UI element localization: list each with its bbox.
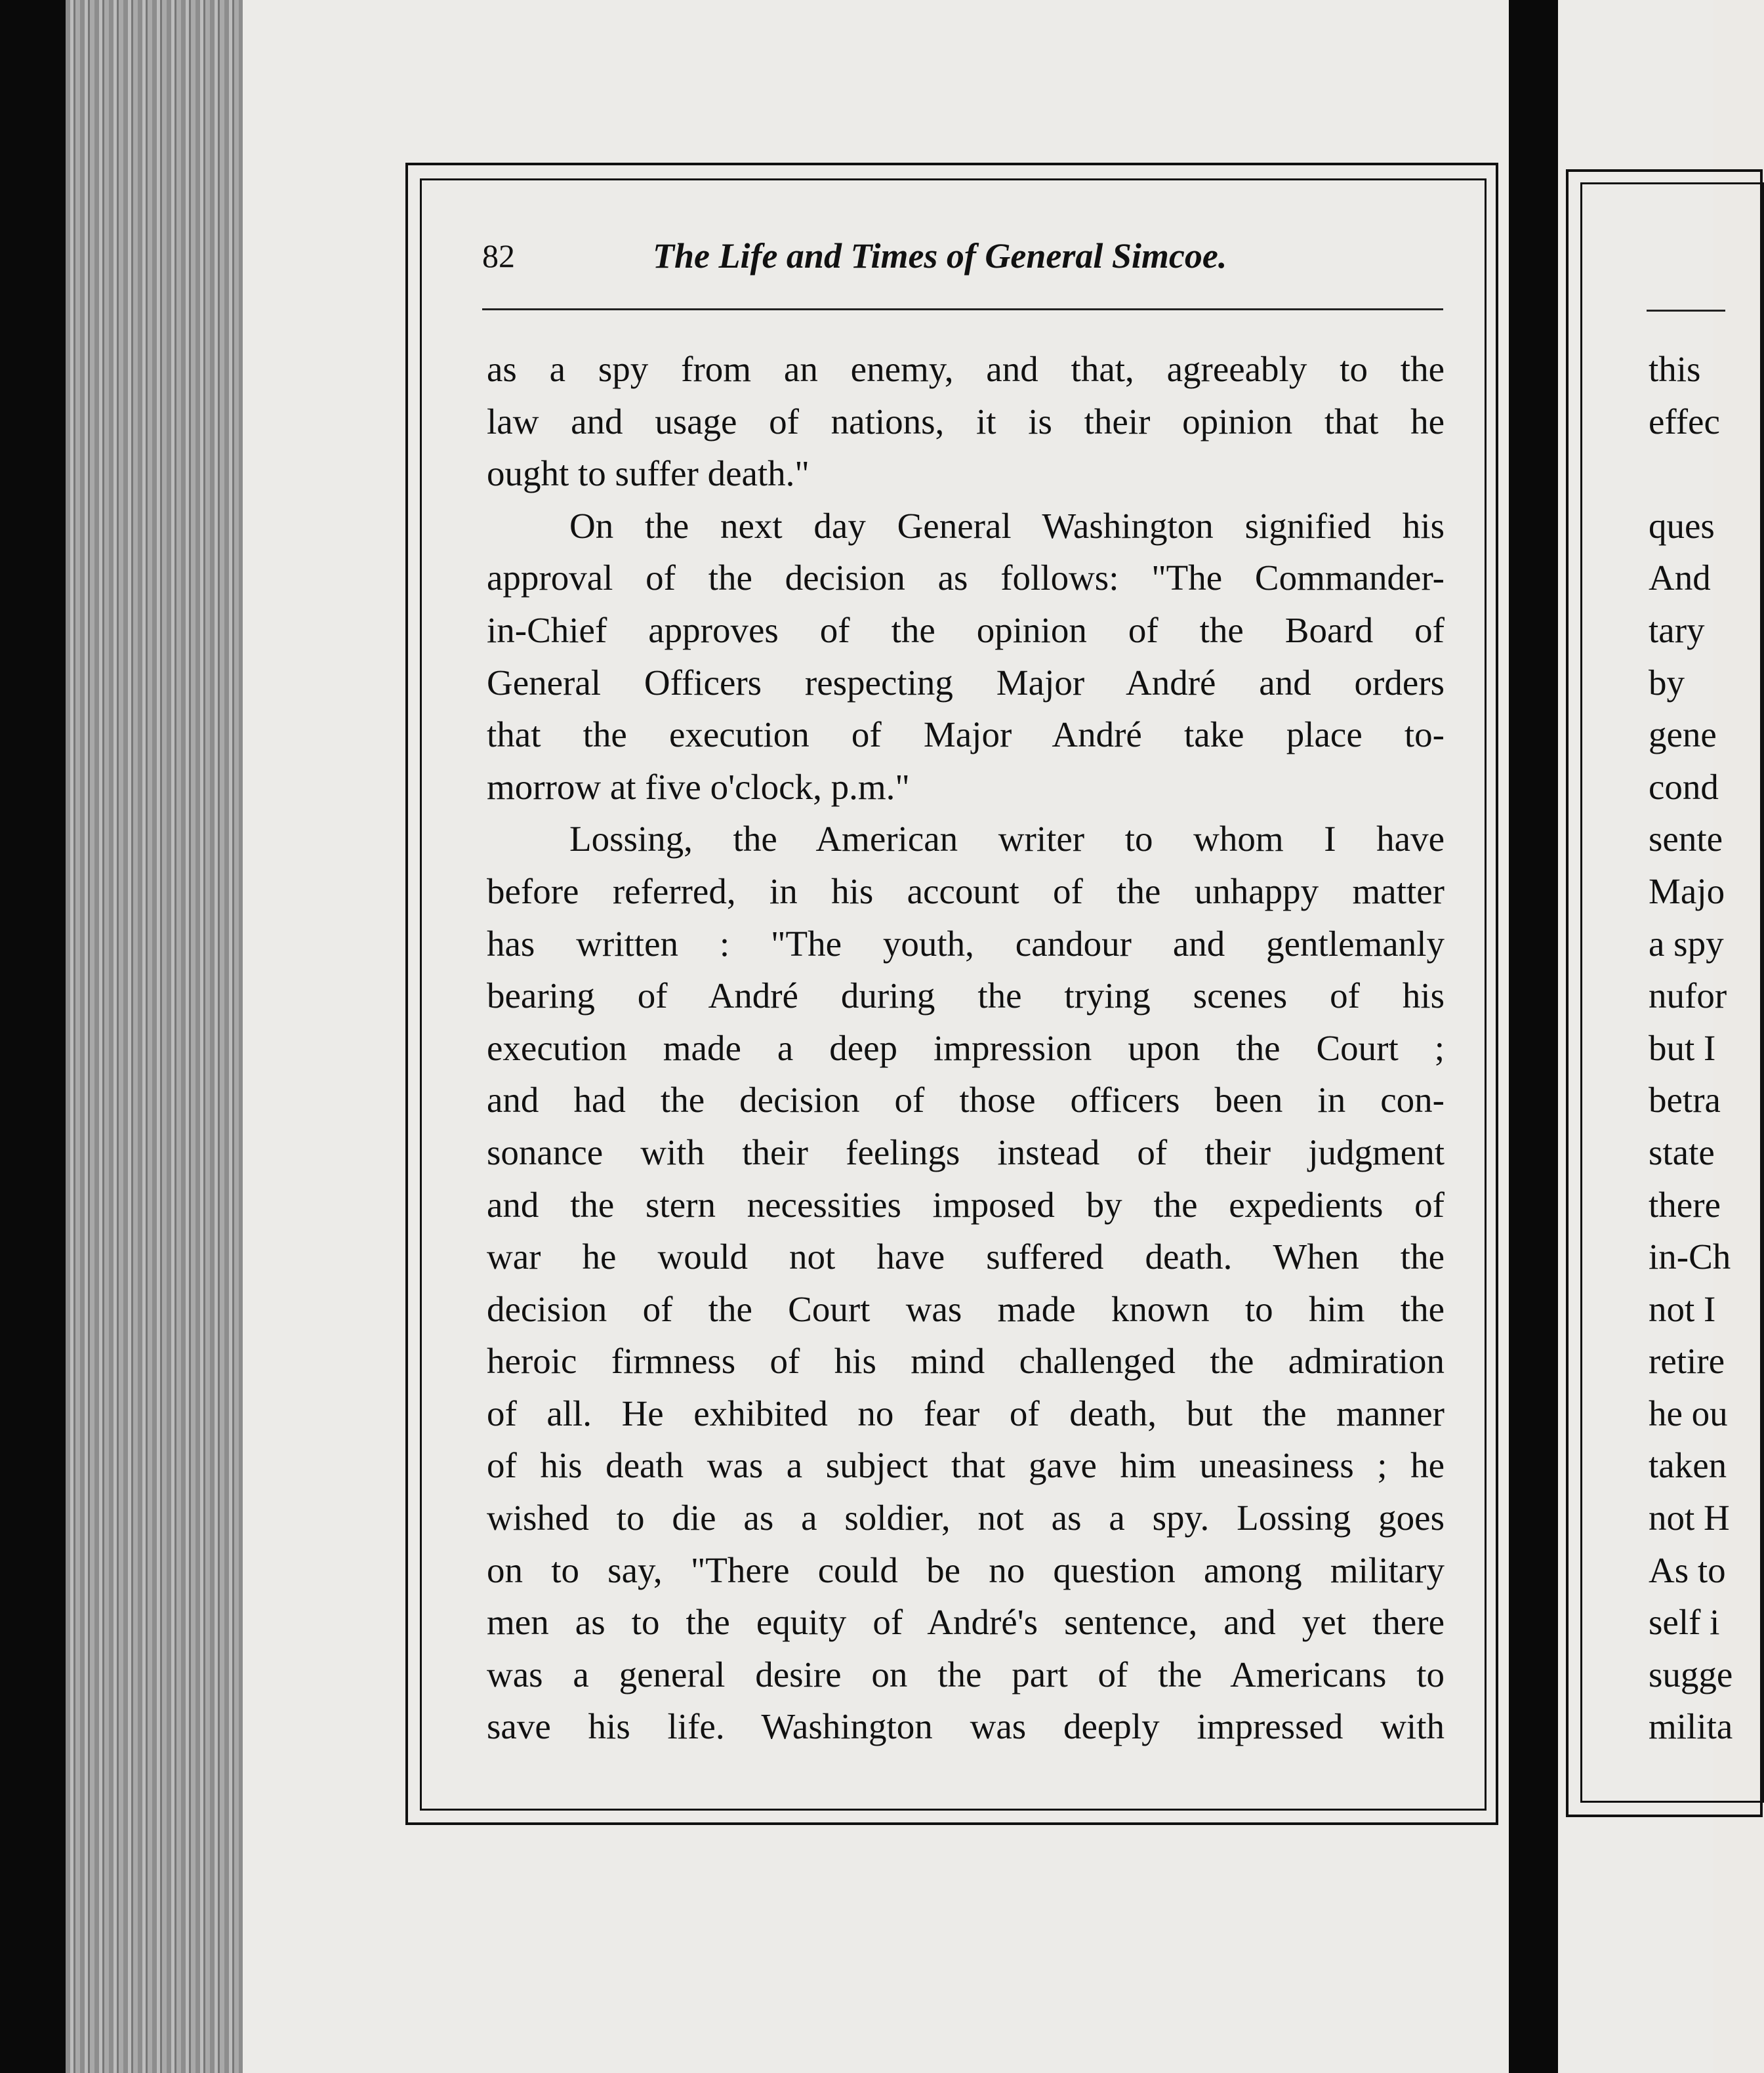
text-line: on to say, "There could be no question among military	[487, 1550, 1445, 1590]
body-text	[487, 343, 1445, 1753]
text-line: save his life. Washington was deeply impressed with	[487, 1706, 1445, 1747]
text-line: milita	[1649, 1706, 1733, 1747]
text-line: effec	[1649, 401, 1720, 441]
text-line: ques	[1649, 505, 1715, 546]
text-line: by	[1649, 662, 1685, 703]
right-header-rule	[1647, 310, 1725, 312]
text-line: but I	[1649, 1027, 1716, 1068]
text-line: gene	[1649, 714, 1717, 755]
text-line: before referred, in his account of the unhappy matter	[487, 871, 1445, 911]
text-line: retire	[1649, 1341, 1725, 1382]
scan-background-left	[0, 0, 66, 2073]
text-line: Lossing, the American writer to whom I have	[569, 819, 1445, 859]
text-line: and had the decision of those officers been in con-	[487, 1080, 1445, 1120]
page-header	[482, 226, 1453, 285]
text-line: of all. He exhibited no fear of death, but the manner	[487, 1393, 1445, 1433]
right-page-text	[1649, 343, 1733, 1753]
text-line: taken	[1649, 1445, 1727, 1486]
text-line: sonance with their feelings instead of their judgment	[487, 1132, 1445, 1172]
text-line: execution made a deep impression upon the Court ;	[487, 1027, 1445, 1068]
text-line: morrow at five o'clock, p.m."	[487, 766, 910, 807]
text-line: law and usage of nations, it is their opinion that he	[487, 401, 1445, 441]
text-line: On the next day General Washington signified his	[569, 505, 1445, 546]
text-line: cond	[1649, 766, 1719, 807]
text-line: war he would not have suffered death. When the	[487, 1237, 1445, 1277]
text-line: not I	[1649, 1288, 1716, 1329]
text-line: heroic firmness of his mind challenged the admiration	[487, 1341, 1445, 1382]
text-line: as a spy from an enemy, and that, agreeably to the	[487, 349, 1445, 389]
text-line: self i	[1649, 1602, 1720, 1643]
text-line: Majo	[1649, 871, 1725, 911]
header-rule	[482, 308, 1443, 310]
page-number: 82	[482, 237, 515, 274]
text-line: this	[1649, 349, 1701, 389]
text-line: in-Chief approves of the opinion of the Board of	[487, 609, 1445, 650]
text-line: nufor	[1649, 975, 1727, 1016]
text-line: decision of the Court was made known to him the	[487, 1288, 1445, 1329]
text-line: was a general desire on the part of the Americans to	[487, 1654, 1445, 1694]
text-line: has written : "The youth, candour and gentlemanly	[487, 923, 1445, 964]
running-title: The Life and Times of General Simcoe.	[653, 236, 1227, 276]
text-line: in-Ch	[1649, 1237, 1731, 1277]
text-line: And	[1649, 558, 1711, 598]
text-line: sente	[1649, 819, 1723, 859]
text-line: a spy	[1649, 923, 1724, 964]
text-line: bearing of André during the trying scenes of his	[487, 975, 1445, 1016]
text-line: of his death was a subject that gave him uneasiness ; he	[487, 1445, 1445, 1486]
text-line: ought to suffer death."	[487, 453, 810, 494]
text-line: General Officers respecting Major André and orders	[487, 662, 1445, 703]
text-line: wished to die as a soldier, not as a spy. Lossing goes	[487, 1498, 1445, 1538]
text-line: he ou	[1649, 1393, 1728, 1433]
right-page-fragment	[1558, 0, 1733, 2073]
text-line: As to	[1649, 1550, 1726, 1590]
text-line: men as to the equity of André's sentence, and yet there	[487, 1602, 1445, 1643]
text-line: betra	[1649, 1080, 1721, 1120]
text-line: tary	[1649, 609, 1705, 650]
gutter-shadow	[1509, 0, 1558, 2073]
text-line	[1649, 447, 1733, 500]
text-line: approval of the decision as follows: "The Commander-	[487, 558, 1445, 598]
text-line: not H	[1649, 1498, 1730, 1538]
text-line: that the execution of Major André take place to-	[487, 714, 1445, 755]
text-line: state	[1649, 1132, 1715, 1172]
text-line: sugge	[1649, 1654, 1733, 1694]
text-line: and the stern necessities imposed by the expedients of	[487, 1184, 1445, 1225]
book-page-edges	[66, 0, 243, 2073]
text-line: there	[1649, 1184, 1721, 1225]
